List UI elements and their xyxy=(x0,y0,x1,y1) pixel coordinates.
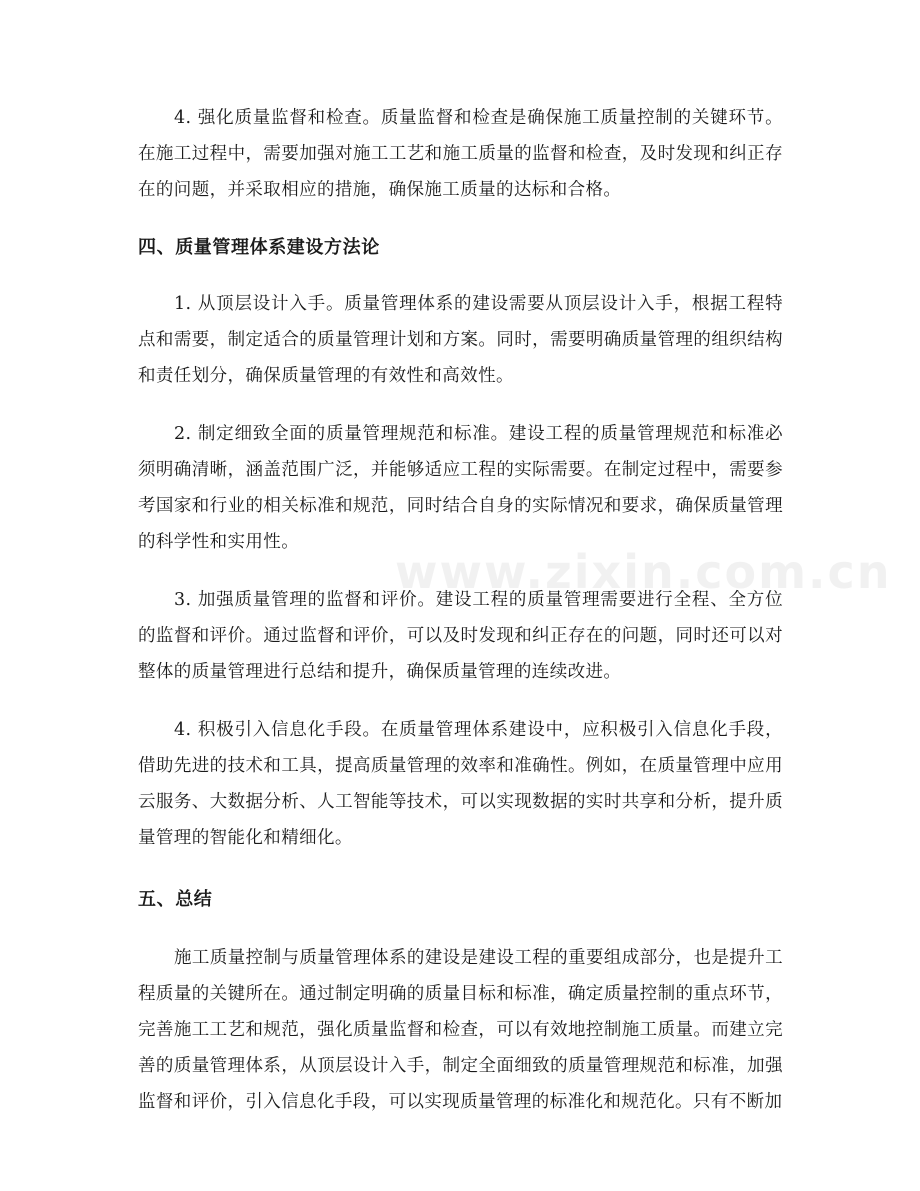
paragraph-standards: 2. 制定细致全面的质量管理规范和标准。建设工程的质量管理规范和标准必须明确清晰，涵盖范围广泛，并能够适应工程的实际需要。在制定过程中，需要参考国家和行业的相关标准和规范，同时结合自身的实际情况和要求，确保质量管理的科学性和实用性。 xyxy=(138,424,783,552)
paragraph-top-level-design: 1. 从顶层设计入手。质量管理体系的建设需要从顶层设计入手，根据工程特点和需要，制定适合的质量管理计划和方案。同时，需要明确质量管理的组织结构和责任划分，确保质量管理的有效性和高效性。 xyxy=(138,294,783,386)
paragraph-supervision-evaluation: 3. 加强质量管理的监督和评价。建设工程的质量管理需要进行全程、全方位的监督和评价。通过监督和评价，可以及时发现和纠正存在的问题，同时还可以对整体的质量管理进行总结和提升，确保质量管理的连续改进。 xyxy=(138,590,783,682)
paragraph-summary: 施工质量控制与质量管理体系的建设是建设工程的重要组成部分，也是提升工程质量的关键所在。通过制定明确的质量目标和标准，确定质量控制的重点环节，完善施工工艺和规范，强化质量监督和检查，可以有效地控制施工质量。而建立完善的质量管理体系，从顶层设计入手，制定全面细致的质量管理规范和标准，加强监督和评价，引入信息化手段，可以实现质量管理的标准化和规范化。只有不断加 xyxy=(138,948,783,1112)
paragraph-informatization: 4. 积极引入信息化手段。在质量管理体系建设中，应积极引入信息化手段，借助先进的技术和工具，提高质量管理的效率和准确性。例如，在质量管理中应用云服务、大数据分析、人工智能等技术，可以实现数据的实时共享和分析，提升质量管理的智能化和精细化。 xyxy=(138,720,783,848)
section-heading-summary: 五、总结 xyxy=(138,889,213,910)
section-heading-methodology: 四、质量管理体系建设方法论 xyxy=(138,237,380,258)
watermark: www.zixin.com.cn xyxy=(395,545,892,599)
paragraph-supervision: 4. 强化质量监督和检查。质量监督和检查是确保施工质量控制的关键环节。在施工过程中，需要加强对施工工艺和施工质量的监督和检查，及时发现和纠正存在的问题，并采取相应的措施，确保施工质量的达标和合格。 xyxy=(138,108,783,200)
document-page xyxy=(138,100,783,1120)
